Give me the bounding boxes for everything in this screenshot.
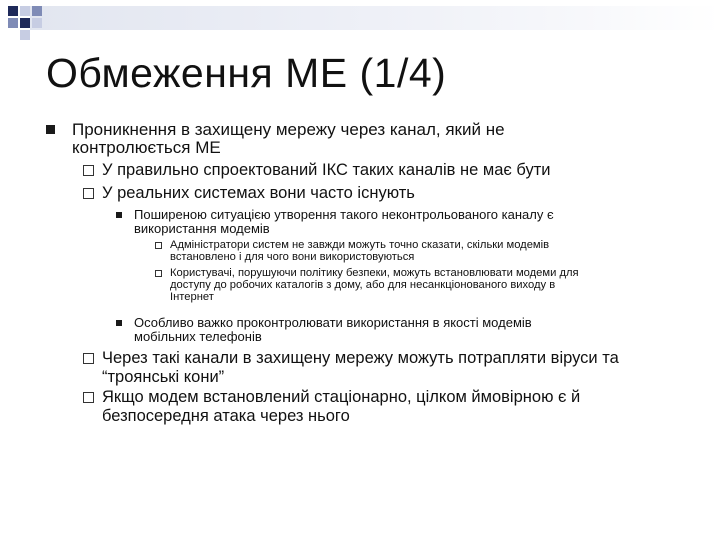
bullet-line: контролюється МЕ — [72, 138, 221, 157]
bullet-box-marker — [83, 392, 94, 403]
bullet-item-level3 — [134, 316, 532, 344]
bullet-line: Проникнення в захищену мережу через канал, який не — [72, 120, 505, 139]
bullet-line: встановлено і для чого вони використовуються — [170, 251, 415, 263]
bullet-square-marker — [46, 125, 55, 134]
bullet-line: Якщо модем встановлений стаціонарно, цілком ймовірною є й — [102, 388, 581, 406]
bullet-line: використання модемів — [134, 221, 270, 236]
bullet-line: Особливо важко проконтролювати використання в якості модемів — [134, 315, 532, 330]
bullet-line: безпосередня атака через нього — [102, 407, 350, 425]
decorative-header — [0, 0, 720, 40]
header-gradient-strip — [30, 6, 720, 30]
bullet-line: Через такі канали в захищену мережу можуть потрапляти віруси та — [102, 349, 619, 367]
bullet-line: Адміністратори систем не завжди можуть точно сказати, скільки модемів — [170, 239, 550, 251]
bullet-box-marker — [83, 353, 94, 364]
deco-square — [20, 18, 30, 28]
deco-square — [20, 30, 30, 40]
bullet-box-marker — [83, 188, 94, 199]
deco-square — [20, 6, 30, 16]
deco-square — [8, 6, 18, 16]
deco-square — [32, 6, 42, 16]
bullet-item-level4 — [170, 239, 549, 263]
bullet-item-level2 — [102, 161, 551, 180]
bullet-line: Поширеною ситуацією утворення такого неконтрольованого каналу є — [134, 207, 554, 222]
bullet-item-level2 — [102, 388, 580, 426]
bullet-item-level4 — [170, 267, 579, 303]
deco-square — [32, 18, 42, 28]
bullet-line: доступу до робочих каталогів з дому, або для несанкціонованого виходу в — [170, 279, 556, 291]
bullet-item-level3 — [134, 208, 554, 236]
bullet-item-level1 — [72, 121, 505, 157]
bullet-line: “троянські кони” — [102, 368, 225, 386]
bullet-line: У реальних системах вони часто існують — [102, 184, 415, 202]
bullet-line: Користувачі, порушуючи політику безпеки, можуть встановлювати модеми для — [170, 267, 579, 279]
bullet-line: У правильно спроектований ІКС таких каналів не має бути — [102, 161, 551, 179]
bullet-box-marker — [83, 165, 94, 176]
bullet-item-level2 — [102, 349, 619, 387]
bullet-item-level2 — [102, 184, 415, 203]
bullet-line: Інтернет — [170, 291, 214, 303]
bullet-line: мобільних телефонів — [134, 329, 262, 344]
bullet-box-marker — [155, 242, 162, 249]
bullet-square-marker — [116, 320, 122, 326]
deco-square — [8, 18, 18, 28]
slide-title: Обмеження МЕ (1/4) — [46, 50, 447, 96]
bullet-box-marker — [155, 270, 162, 277]
bullet-square-marker — [116, 212, 122, 218]
